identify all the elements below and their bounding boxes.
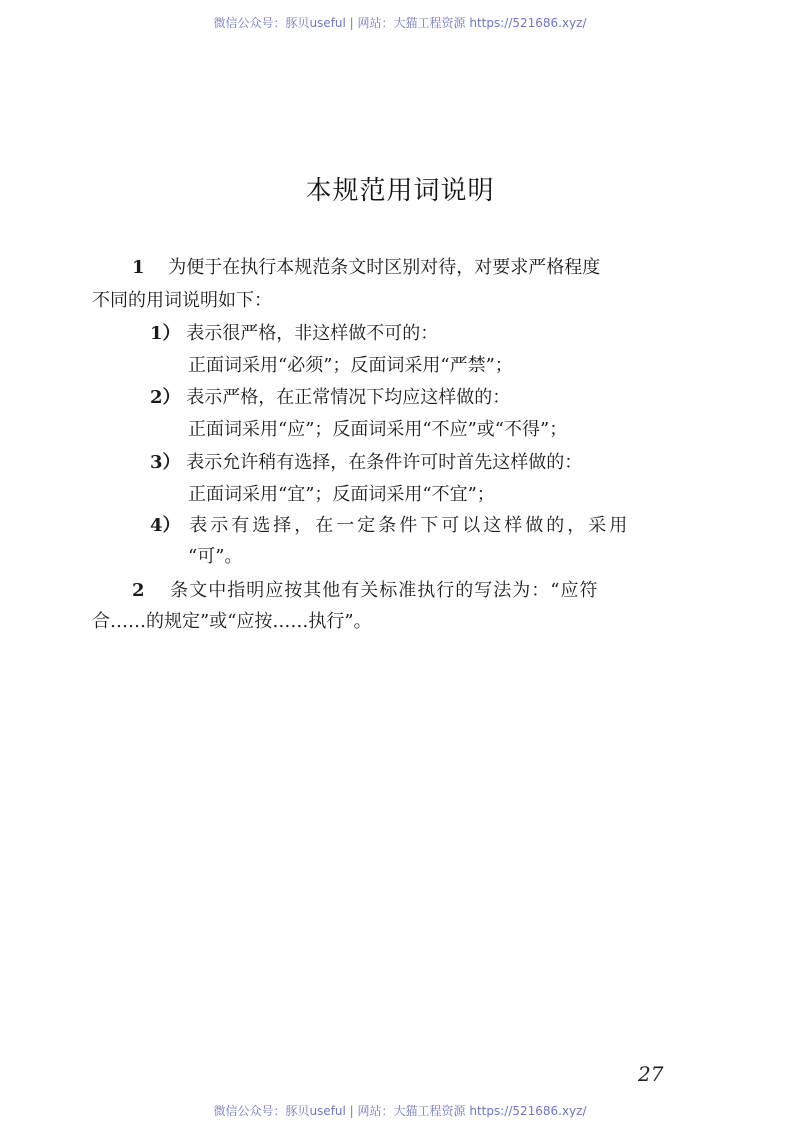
- clause-1-item-2-line-2: 正面词采用“应”；反面词采用“不应”或“不得”；: [188, 419, 568, 440]
- clause-1-line-1: [132, 254, 600, 282]
- clause-1-item-1-line-1: [150, 320, 438, 348]
- clause-1-item-4-line-1: [150, 512, 630, 540]
- clause-1-item-3-line-2: 正面词采用“宜”；反面词采用“不宜”；: [188, 484, 495, 505]
- clause-1-number: 1: [132, 257, 145, 278]
- clause-1-item-3-line-1: [150, 449, 582, 477]
- clause-2-line-1: [132, 577, 598, 605]
- clause-2-number: 2: [132, 580, 146, 601]
- watermark-bottom: 微信公众号：豚贝useful | 网站：大猫工程资源 https://521686.xyz/: [213, 1104, 587, 1118]
- clause-1-item-3-number: 3）: [150, 452, 181, 473]
- page-title: 本规范用词说明: [305, 176, 495, 206]
- watermark-top: 微信公众号：豚贝useful | 网站：大猫工程资源 https://521686.xyz/: [213, 16, 587, 30]
- clause-1-item-1-text: 表示很严格，非这样做不可的：: [186, 323, 439, 344]
- clause-1-line-2: 不同的用词说明如下：: [92, 290, 272, 311]
- clause-1-item-4-text: 表示有选择，在一定条件下可以这样做的，采用: [189, 515, 631, 536]
- clause-1-item-1-line-2: 正面词采用“必须”；反面词采用“严禁”；: [188, 355, 513, 376]
- clause-1-item-2-number: 2）: [150, 387, 181, 408]
- clause-1-item-1-number: 1）: [150, 323, 181, 344]
- clause-1-item-2-text: 表示严格，在正常情况下均应这样做的：: [186, 387, 511, 408]
- clause-2-text-line-1: 条文中指明应按其他有关标准执行的写法为：“应符: [170, 580, 599, 601]
- clause-1-item-3-text: 表示允许稍有选择，在条件许可时首先这样做的：: [186, 452, 583, 473]
- clause-2-line-2: 合……的规定”或“应按……执行”。: [92, 611, 372, 632]
- clause-1-item-4-number: 4）: [150, 515, 181, 536]
- clause-1-item-2-line-1: [150, 384, 510, 412]
- clause-1-text-line-1: 为便于在执行本规范条文时区别对待，对要求严格程度: [168, 257, 601, 278]
- clause-1-item-4-line-2: “可”。: [188, 546, 243, 567]
- page-number: 27: [638, 1062, 664, 1086]
